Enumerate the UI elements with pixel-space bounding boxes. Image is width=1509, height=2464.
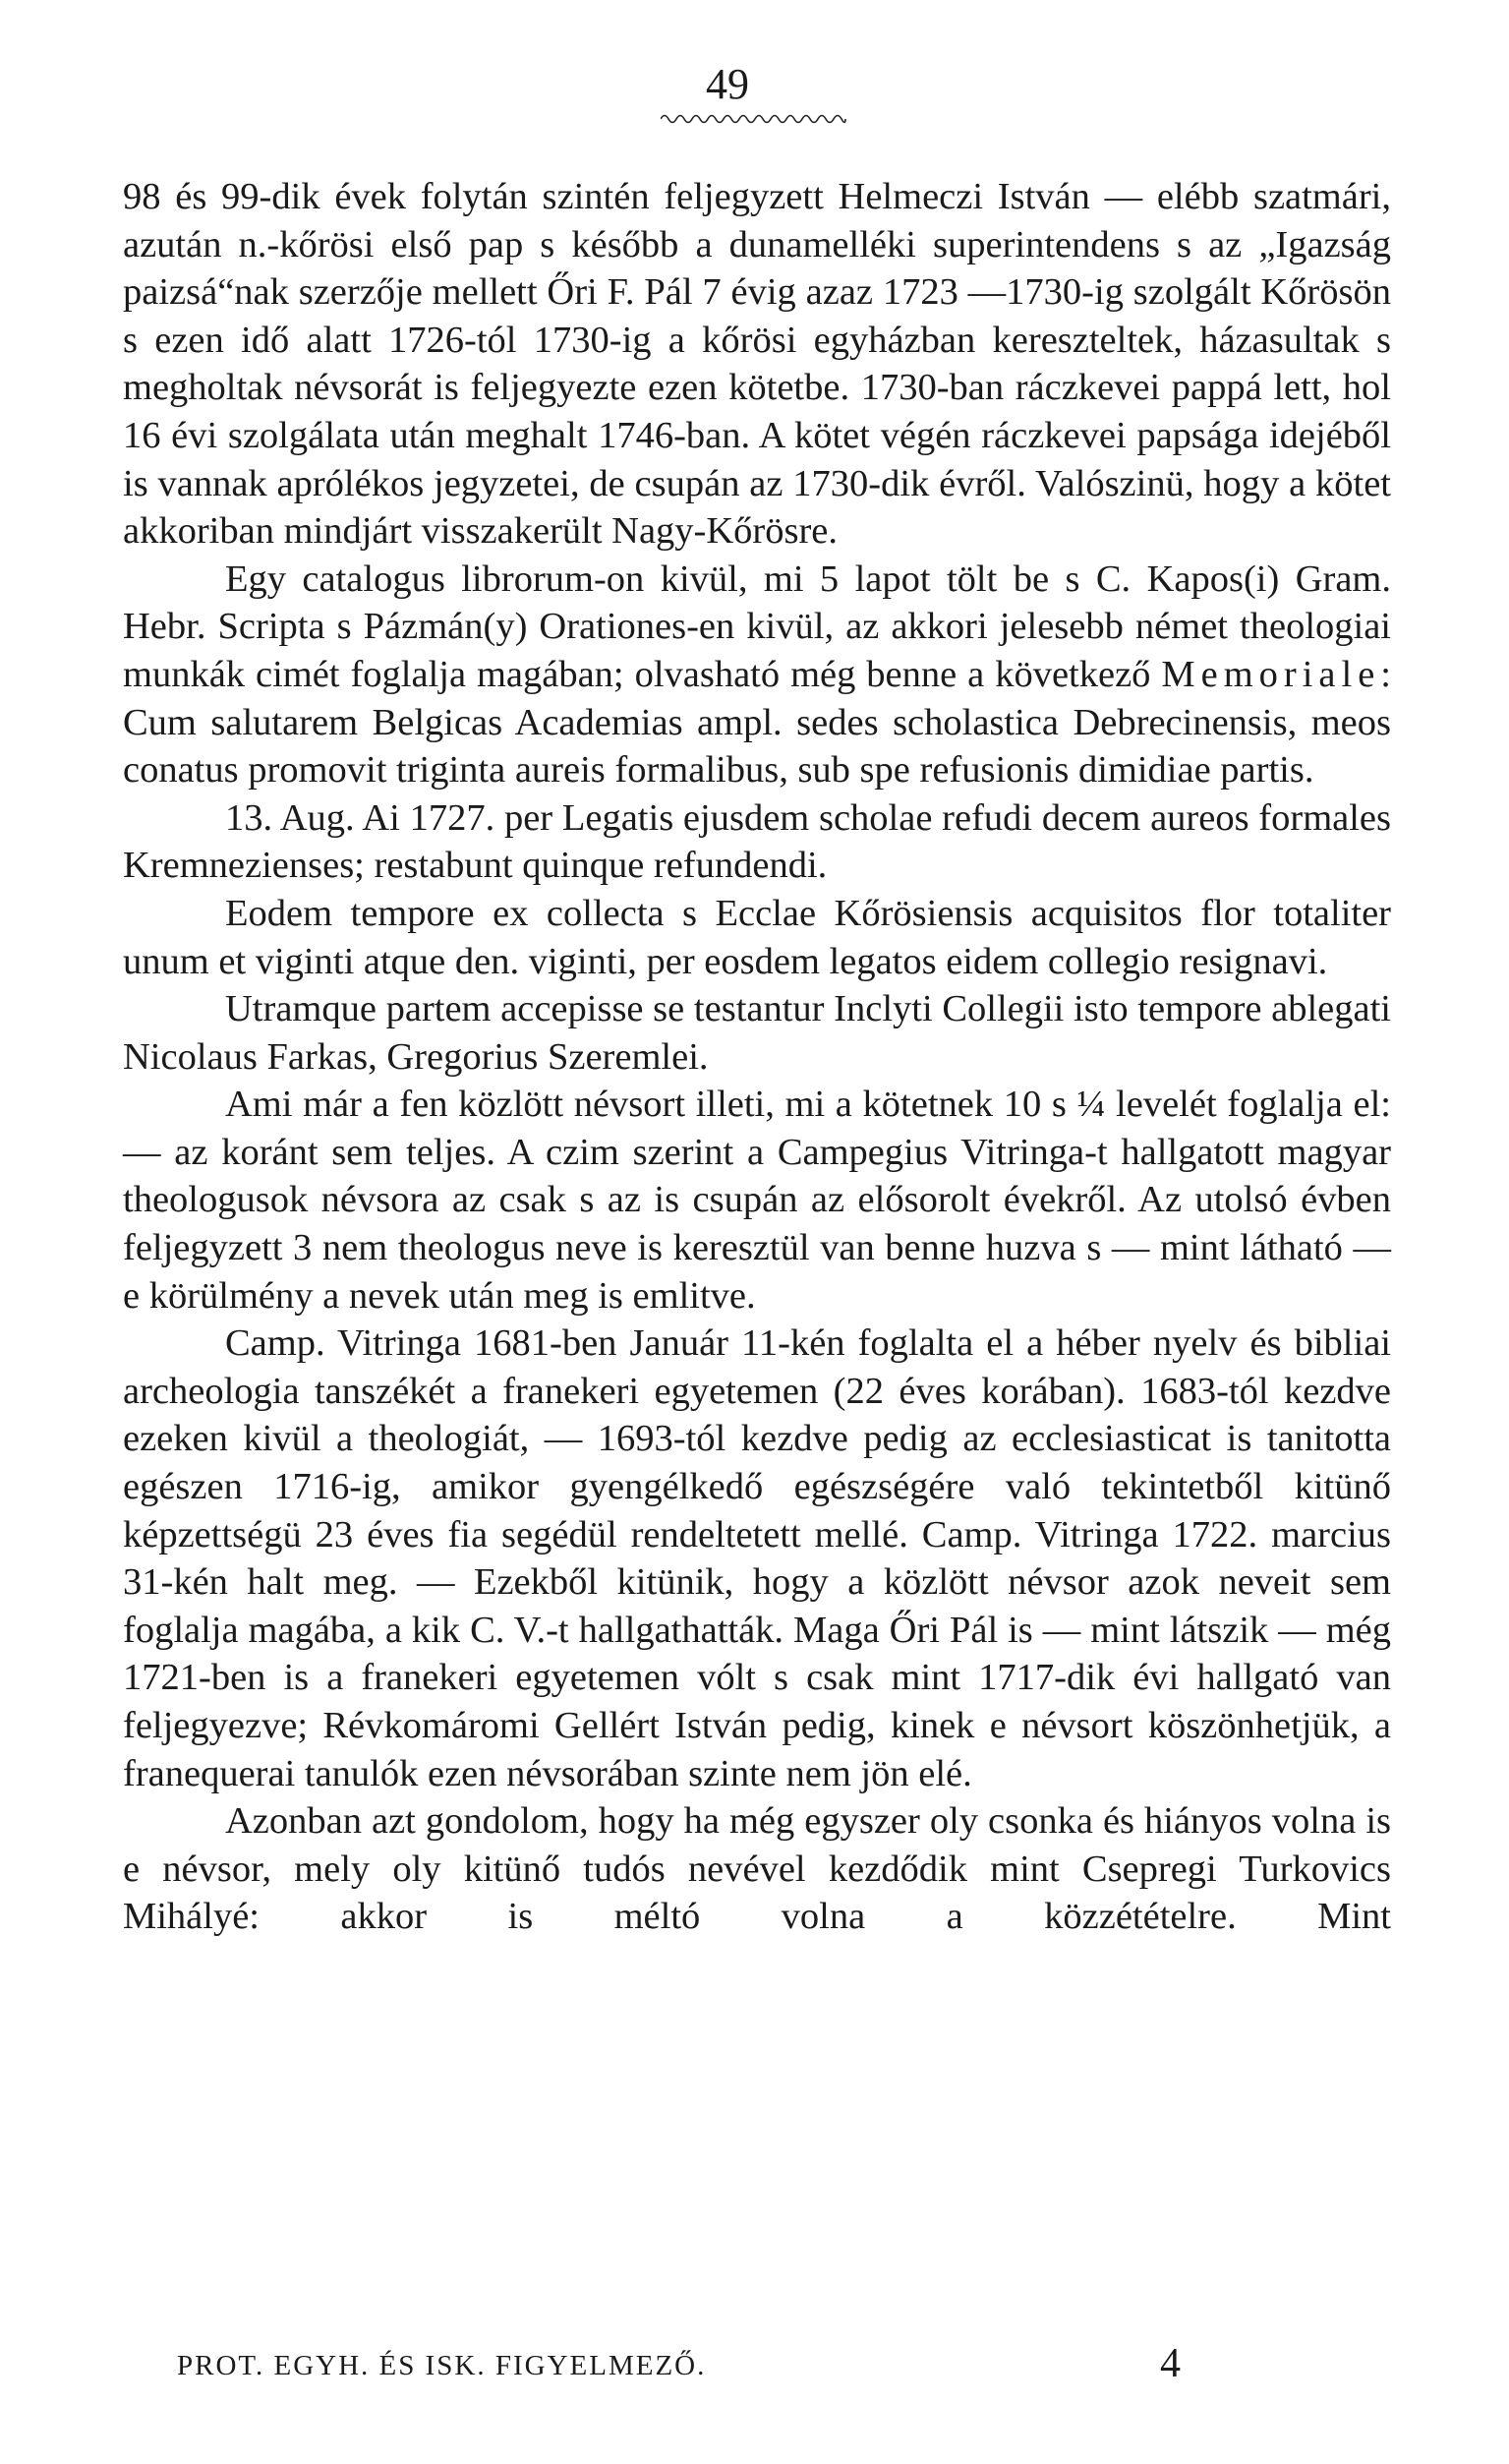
footer-journal-title: PROT. EGYH. ÉS ISK. FIGYELMEZŐ. bbox=[177, 2350, 707, 2381]
body-text bbox=[123, 173, 1391, 1941]
signature-mark: 4 bbox=[1160, 2341, 1181, 2386]
paragraph-1: 98 és 99-dik évek folytán szintén feljegyzett Helmeczi István — elébb szatmári, azután n.-kőrösi első pap s később a dunamelléki superintendens s az „Igazság paizsá“nak szerzője mellett Őri F. Pál 7 évig azaz 1723 —1730-ig szolgált Kőrösön s ezen idő alatt 1726-tól 1730-ig a kőrösi egyházban kereszteltek, házasultak s megholtak névsorát is feljegyezte ezen kötetbe. 1730-ban ráczkevei pappá lett, hol 16 évi szolgálata után meghalt 1746-ban. A kötet végén ráczkevei papsága idejéből is vannak aprólékos jegyzetei, de csupán az 1730-dik évről. Valószinü, hogy a kötet akkoriban mindjárt visszakerült Nagy-Kőrösre. bbox=[123, 176, 1391, 553]
page-number: 49 bbox=[706, 60, 749, 108]
paragraph-2-before: Egy catalogus librorum-on kivül, mi 5 lapot tölt be s C. Kapos(i) Gram. Hebr. Scripta s Pázmán(y) Orationes-en kivül, az akkori jelesebb német theologiai munkák cimét foglalja magában; olvasható még benne a következő bbox=[123, 557, 1391, 695]
wavy-rule-ornament bbox=[661, 110, 853, 128]
page-footer bbox=[177, 2340, 1209, 2395]
paragraph-2 bbox=[123, 556, 1391, 794]
paragraph-2-after: : Cum salutarem Belgicas Academias ampl. sedes scholastica Debrecinensis, meos conatus promovit triginta aureis formalibus, sub spe refusionis dimidiae partis. bbox=[123, 653, 1391, 792]
paragraph-8: Azonban azt gondolom, hogy ha még egyszer oly csonka és hiányos volna is e névsor, mely oly kitünő tudós nevével kezdődik mint Csepregi Turkovics Mihályé: akkor is méltó volna a közzétételre. Mint bbox=[123, 1800, 1391, 1938]
paragraph-5: Utramque partem accepisse se testantur Inclyti Collegii isto tempore ablegati Nicolaus Farkas, Gregorius Szeremlei. bbox=[123, 988, 1391, 1078]
paragraph-3: 13. Aug. Ai 1727. per Legatis ejusdem scholae refudi decem aureos formales Kremnezienses; restabunt quinque refundendi. bbox=[123, 796, 1391, 887]
paragraph-4: Eodem tempore ex collecta s Ecclae Kőrösiensis acquisitos flor totaliter unum et viginti atque den. viginti, per eosdem legatos eidem collegio resignavi. bbox=[123, 892, 1391, 982]
memoriale-label: Memoriale bbox=[1161, 653, 1381, 695]
paragraph-7-footnote: Camp. Vitringa 1681-ben Január 11-kén foglalta el a héber nyelv és bibliai archeologia tanszékét a franekeri egyetemen (22 éves korában). 1683-tól kezdve ezeken kivül a theologiát, — 1693-tól kezdve pedig az ecclesiasticat is tanitotta egészen 1716-ig, amikor gyengélkedő egészségére való tekintetből kitünő képzettségü 23 éves fia segédül rendeltetett mellé. Camp. Vitringa 1722. marcius 31-kén halt meg. — Ezekből kitünik, hogy a közlött névsor azok neveit sem foglalja magába, a kik C. V.-t hallgathatták. Maga Őri Pál is — mint látszik — még 1721-ben is a franekeri egyetemen vólt s csak mint 1717-dik évi hallgató van feljegyezve; Révkomáromi Gellért István pedig, kinek e névsort köszönhetjük, a franequerai tanulók ezen névsorában szinte nem jön elé. bbox=[123, 1322, 1391, 1794]
paragraph-6: Ami már a fen közlött névsort illeti, mi a kötetnek 10 s ¼ levelét foglalja el: — az koránt sem teljes. A czim szerint a Campegius Vitringa-t hallgatott magyar theologusok névsora az csak s az is csupán az elősorolt évekről. Az utolsó évben feljegyzett 3 nem theologus neve is keresztül van benne huzva s — mint látható — e körülmény a nevek után meg is emlitve. bbox=[123, 1084, 1391, 1317]
